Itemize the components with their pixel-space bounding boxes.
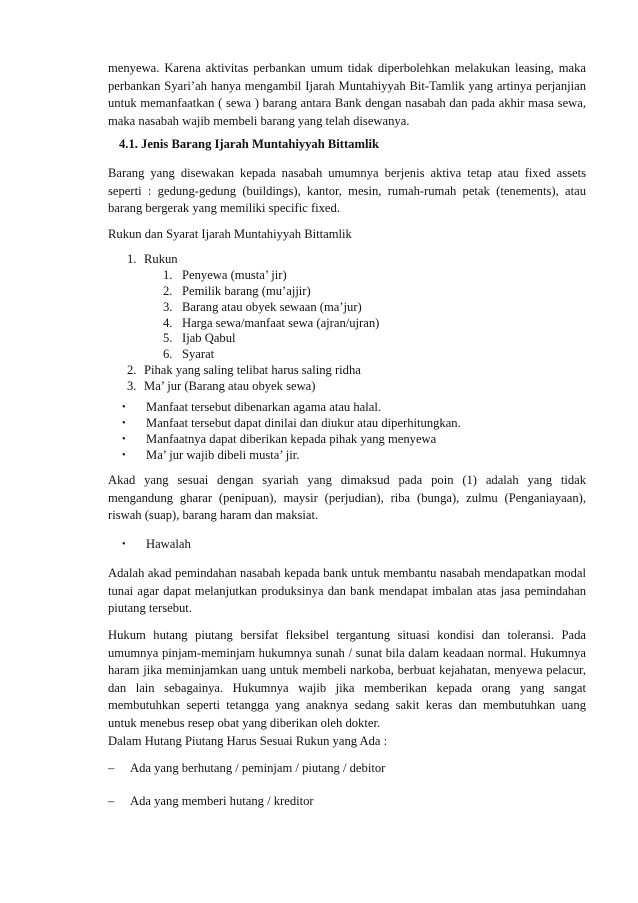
bullet-item: Ma’ jur wajib dibeli musta’ jir. (146, 447, 300, 462)
list-number: 2. (127, 363, 137, 378)
list-item-text: Pihak yang saling telibat harus saling ridha (144, 363, 361, 378)
bullet-item: Manfaatnya dapat diberikan kepada pihak yang menyewa (146, 431, 437, 446)
bullet-icon: • (122, 539, 126, 550)
intro-paragraph: menyewa. Karena aktivitas perbankan umum tidak diperbolehkan melakukan leasing, maka perbankan Syari’ah hanya mengambil Ijarah Muntahiyyah Bit-Tamlik yang artinya perjanjian untuk memanfaatkan ( sewa ) barang antara Bank dengan nasabah dan pada akhir masa sewa, maka nasabah wajib membeli barang yang telah disewanya. (108, 61, 586, 128)
section-heading: 4.1. Jenis Barang Ijarah Muntahiyyah Bittamlik (119, 137, 379, 151)
sub-list-number: 2. (163, 283, 173, 298)
list-item-text: Ma’ jur (Barang atau obyek sewa) (144, 379, 316, 394)
sub-list-number: 6. (163, 347, 173, 362)
bullet-item: Manfaat tersebut dibenarkan agama atau halal. (146, 400, 381, 414)
main-list-rest (108, 363, 586, 395)
hawalah-bullet (108, 537, 586, 553)
sub-list-item: Harga sewa/manfaat sewa (ajran/ujran) (182, 315, 380, 330)
list-number: 3. (127, 379, 137, 394)
rukun-title: Rukun dan Syarat Ijarah Muntahiyyah Bittamlik (108, 227, 352, 241)
sub-list-number: 5. (163, 331, 173, 346)
bullet-icon: • (122, 417, 126, 429)
bullet-item: Hawalah (146, 537, 191, 551)
dash-item-text: Ada yang berhutang / peminjam / piutang / debitor (130, 761, 386, 775)
dash-item (108, 760, 586, 777)
section-paragraph: Barang yang disewakan kepada nasabah umumnya berjenis aktiva tetap atau fixed assets seperti : gedung-gedung (buildings), kantor, mesin, rumah-rumah petak (tenements), atau barang bergerak yang memiliki specific fixed. (108, 166, 586, 216)
dash-item (108, 793, 586, 810)
hutang-title: Dalam Hutang Piutang Harus Sesuai Rukun yang Ada : (108, 734, 388, 748)
list-number: 1. (127, 252, 137, 266)
bullet-icon: • (122, 433, 126, 445)
sub-list-item: Ijab Qabul (182, 331, 236, 346)
list-item-text: Rukun (144, 252, 178, 266)
sub-list (108, 268, 586, 363)
hukum-paragraph: Hukum hutang piutang bersifat fleksibel tergantung situasi kondisi dan toleransi. Pada umumnya pinjam-meminjam hukumnya sunah / sunat bila dalam keadaan normal. Hukumnya haram jika meminjamkan uang untuk membeli narkoba, berbuat kejahatan, menyewa pelacur, dan lain sebagainya. Hukumnya wajib jika memberikan kepada orang yang sangat membutuhkan seperti tetangga yang anaknya sedang sakit keras dan membutuhkan uang untuk menebus resep obat yang diberikan oleh dokter. (108, 628, 586, 730)
bullet-icon: • (122, 402, 126, 413)
sub-list-number: 1. (163, 267, 173, 282)
sub-list-item: Barang atau obyek sewaan (ma’jur) (182, 299, 362, 314)
bullet-item: Manfaat tersebut dapat dinilai dan diukur atau diperhitungkan. (146, 415, 461, 430)
sub-list-number: 3. (163, 299, 173, 314)
dash-item-text: Ada yang memberi hutang / kreditor (130, 794, 314, 808)
akad-paragraph: Akad yang sesuai dengan syariah yang dimaksud pada poin (1) adalah yang tidak mengandung gharar (penipuan), maysir (perjudian), riba (bunga), zulmu (Penganiayaan), riswah (suap), barang haram dan maksiat. (108, 473, 586, 523)
bullet-icon: • (122, 449, 126, 461)
sub-list-number: 4. (163, 315, 173, 330)
dash-icon: – (108, 794, 115, 808)
dash-icon: – (108, 761, 115, 775)
sub-list-item: Syarat (182, 347, 215, 362)
main-list-item-1-row (108, 252, 586, 268)
sub-list-item: Penyewa (musta’ jir) (182, 267, 287, 282)
sub-list-item: Pemilik barang (mu’ajjir) (182, 283, 311, 298)
hawalah-paragraph: Adalah akad pemindahan nasabah kepada bank untuk membantu nasabah mendapatkan modal tunai agar dapat melanjutkan produksinya dan bank mendapat imbalan atas jasa pemindahan piutang tersebut. (108, 566, 586, 616)
manfaat-bullet-list (108, 400, 586, 464)
rukun-list (108, 252, 586, 392)
